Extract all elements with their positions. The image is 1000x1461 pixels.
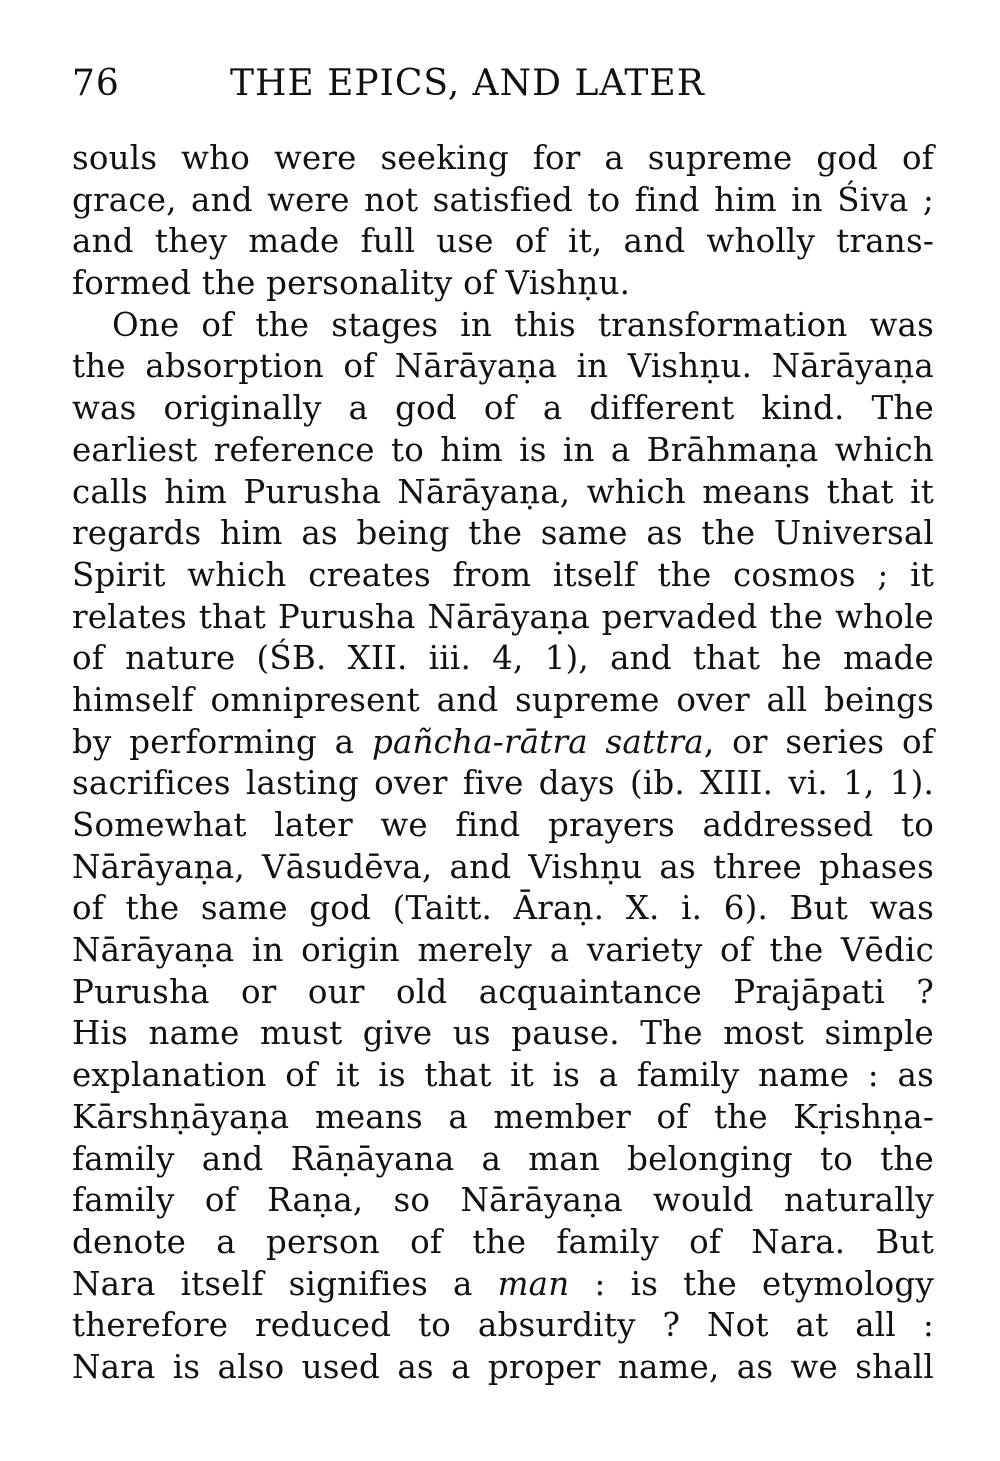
- text-segment: : is the etymology: [569, 1264, 934, 1303]
- text-line: Somewhat later we find prayers addressed to: [72, 806, 934, 844]
- text-segment: Nara itself signifies a: [72, 1264, 498, 1303]
- text-line: therefore reduced to absurdity ? Not at all :: [72, 1306, 934, 1345]
- text-line: family and Rāṇāyana a man belonging to the: [72, 1139, 934, 1178]
- text-line: relates that Purusha Nārāyaṇa pervaded the whole: [72, 597, 934, 636]
- text-line: One of the stages in this transformation was: [112, 305, 934, 344]
- text-line: of nature (ŚB. XII. iii. 4, 1), and that he made: [72, 639, 934, 678]
- text-line: grace, and were not satisfied to find him in Śiva ;: [72, 180, 934, 219]
- italic-term: man: [497, 1264, 570, 1303]
- text-line: Nara is also used as a proper name, as we shall: [72, 1347, 934, 1386]
- text-line: Kārshṇāyaṇa means a member of the Kṛishṇa-: [72, 1097, 934, 1136]
- book-page: [72, 60, 934, 1389]
- running-title: THE EPICS, AND LATER: [230, 63, 705, 104]
- text-line: denote a person of the family of Nara. But: [72, 1222, 934, 1261]
- text-segment: by performing a: [72, 722, 372, 761]
- text-line: explanation of it is that it is a family name : as: [72, 1056, 934, 1095]
- text-line: earliest reference to him is in a Brāhmaṇa which: [72, 430, 934, 469]
- text-line: himself omnipresent and supreme over all beings: [72, 680, 934, 719]
- text-line: calls him Purusha Nārāyaṇa, which means that it: [72, 472, 934, 511]
- text-line: His name must give us pause. The most simple: [72, 1014, 934, 1053]
- text-line: of the same god (Taitt. Āraṇ. X. i. 6). But was: [72, 889, 934, 928]
- text-line: the absorption of Nārāyaṇa in Vishṇu. Nārāyaṇa: [72, 347, 934, 386]
- text-line: [72, 722, 934, 764]
- body-text: [72, 138, 934, 1389]
- text-line: regards him as being the same as the Universal: [72, 514, 934, 553]
- text-line: [72, 1264, 934, 1306]
- text-line: souls who were seeking for a supreme god of: [72, 139, 934, 177]
- text-line: Spirit which creates from itself the cosmos ; it: [72, 555, 934, 594]
- italic-term: pañcha-rātra sattra: [371, 722, 704, 761]
- text-line: sacrifices lasting over five days (ib. XIII. vi. 1, 1).: [72, 764, 934, 803]
- text-line: family of Raṇa, so Nārāyaṇa would naturally: [72, 1181, 934, 1220]
- text-line: Purusha or our old acquaintance Prajāpati ?: [72, 972, 934, 1011]
- text-line: and they made full use of it, and wholly trans-: [72, 222, 934, 261]
- running-header: [72, 60, 934, 108]
- text-segment: , or series of: [703, 722, 934, 761]
- text-line: was originally a god of a different kind. The: [72, 389, 934, 428]
- page-number: 76: [72, 63, 120, 104]
- text-line: Nārāyaṇa in origin merely a variety of the Vēdic: [72, 931, 934, 970]
- text-line: Nārāyaṇa, Vāsudēva, and Vishṇu as three phases: [72, 847, 934, 886]
- text-line: formed the personality of Vishṇu.: [72, 264, 631, 303]
